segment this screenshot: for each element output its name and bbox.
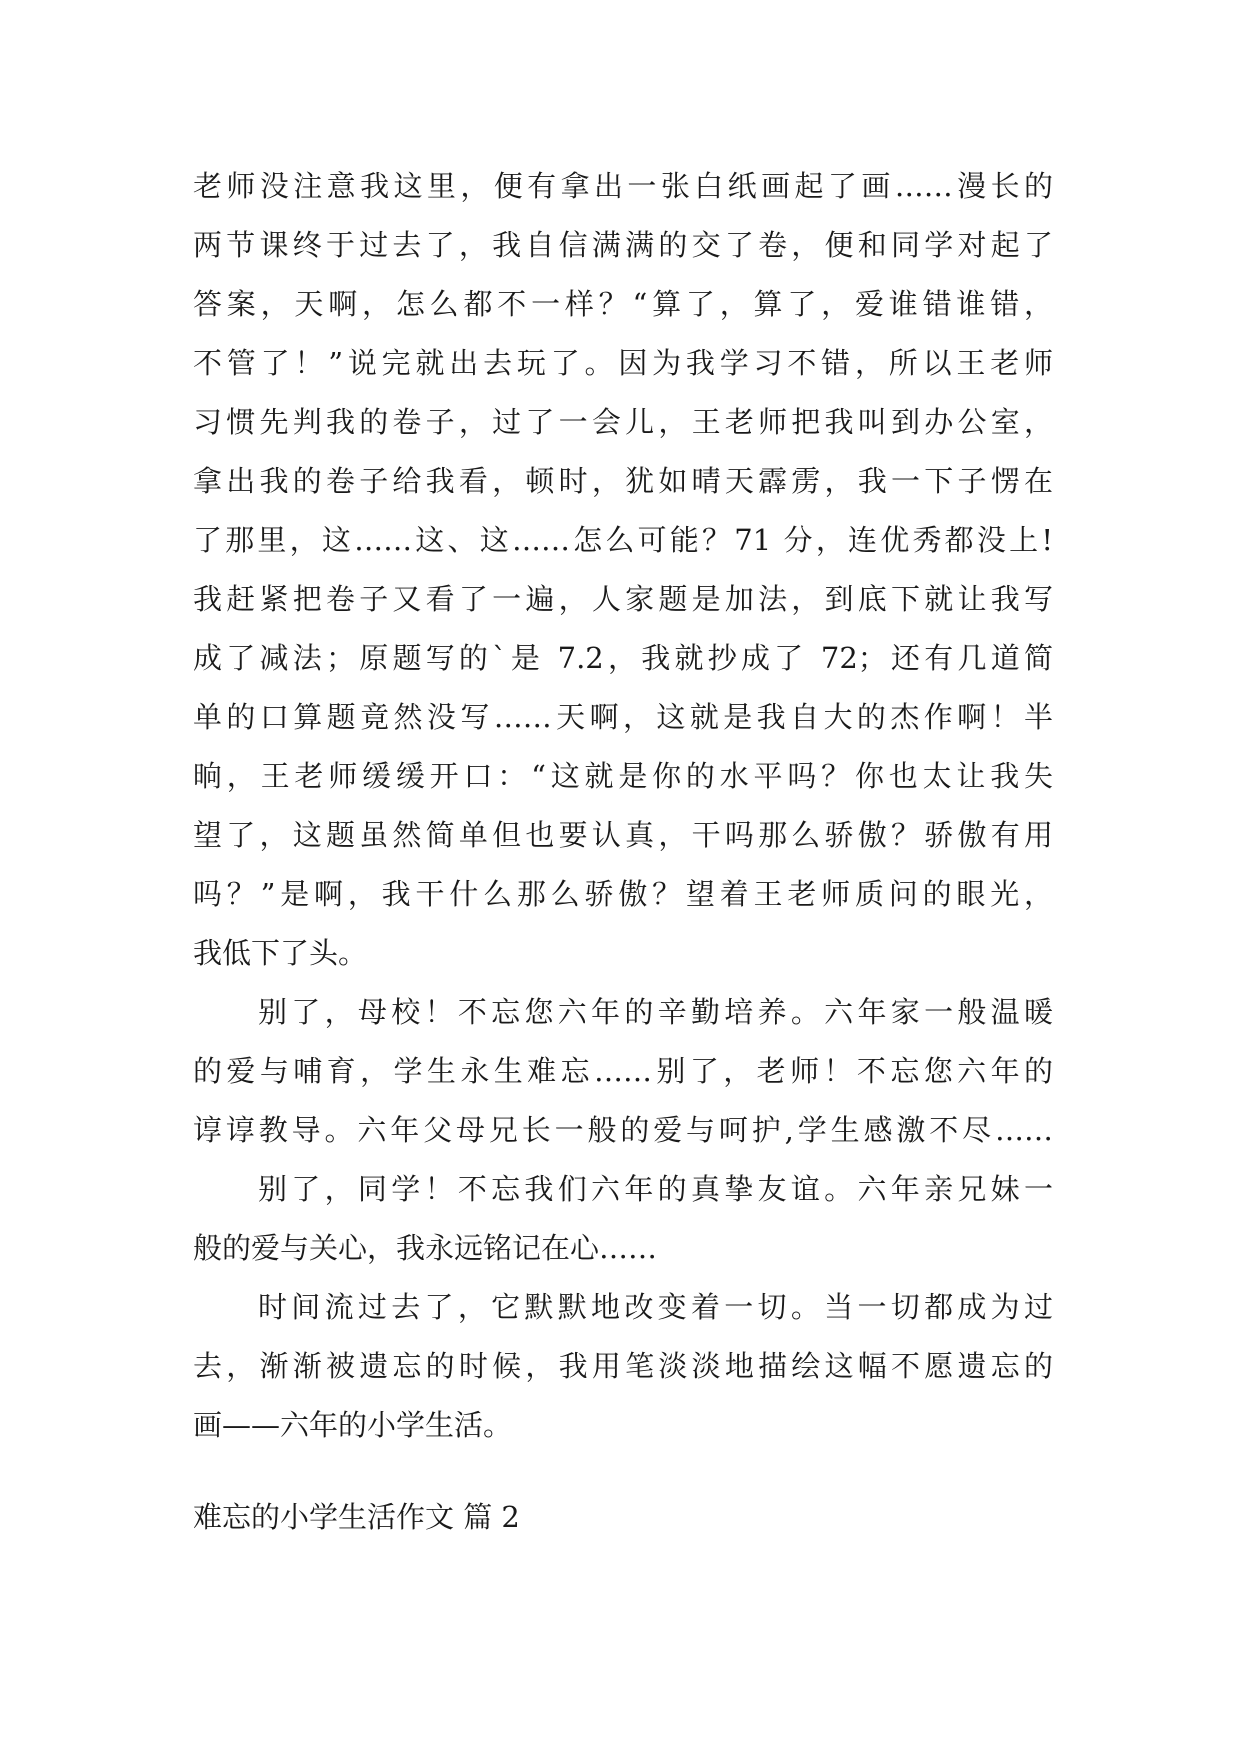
text-line: 我低下了头。: [193, 936, 368, 970]
text-line: 了那里，这……这、这……怎么可能？71 分，连优秀都没上!: [193, 523, 1053, 557]
text-line: 成了减法；原题写的`是 7.2，我就抄成了 72；还有几道简: [193, 641, 1053, 675]
text-line: 别了，同学！不忘我们六年的真挚友谊。六年亲兄妹一: [258, 1172, 1053, 1206]
text-line: 单的口算题竟然没写……天啊，这就是我自大的杰作啊！半: [193, 700, 1053, 734]
text-line: 拿出我的卷子给我看，顿时，犹如晴天霹雳，我一下子愣在: [193, 464, 1053, 498]
text-line: 晌，王老师缓缓开口：“这就是你的水平吗？你也太让我失: [193, 759, 1053, 793]
text-line: 不管了！”说完就出去玩了。因为我学习不错，所以王老师: [193, 346, 1053, 380]
text-line: 时间流过去了，它默默地改变着一切。当一切都成为过: [258, 1290, 1053, 1324]
text-line: 吗？”是啊，我干什么那么骄傲？望着王老师质问的眼光，: [193, 877, 1053, 911]
text-line: 两节课终于过去了，我自信满满的交了卷，便和同学对起了: [193, 228, 1053, 262]
section-heading: 难忘的小学生活作文 篇 2: [193, 1500, 520, 1534]
text-line: 谆谆教导。六年父母兄长一般的爱与呵护,学生感激不尽……: [193, 1113, 1053, 1147]
text-line: 答案，天啊，怎么都不一样？“算了，算了，爱谁错谁错，: [193, 287, 1053, 321]
text-line: 老师没注意我这里，便有拿出一张白纸画起了画……漫长的: [193, 169, 1053, 203]
text-line: 我赶紧把卷子又看了一遍，人家题是加法，到底下就让我写: [193, 582, 1053, 616]
text-line: 别了，母校！不忘您六年的辛勤培养。六年家一般温暖: [258, 995, 1053, 1029]
text-line: 般的爱与关心，我永远铭记在心……: [193, 1231, 658, 1265]
text-line: 的爱与哺育，学生永生难忘……别了，老师！不忘您六年的: [193, 1054, 1053, 1088]
text-line: 去，渐渐被遗忘的时候，我用笔淡淡地描绘这幅不愿遗忘的: [193, 1349, 1053, 1383]
text-line: 画——六年的小学生活。: [193, 1408, 513, 1442]
text-line: 望了，这题虽然简单但也要认真，干吗那么骄傲？骄傲有用: [193, 818, 1053, 852]
text-line: 习惯先判我的卷子，过了一会儿，王老师把我叫到办公室，: [193, 405, 1053, 439]
